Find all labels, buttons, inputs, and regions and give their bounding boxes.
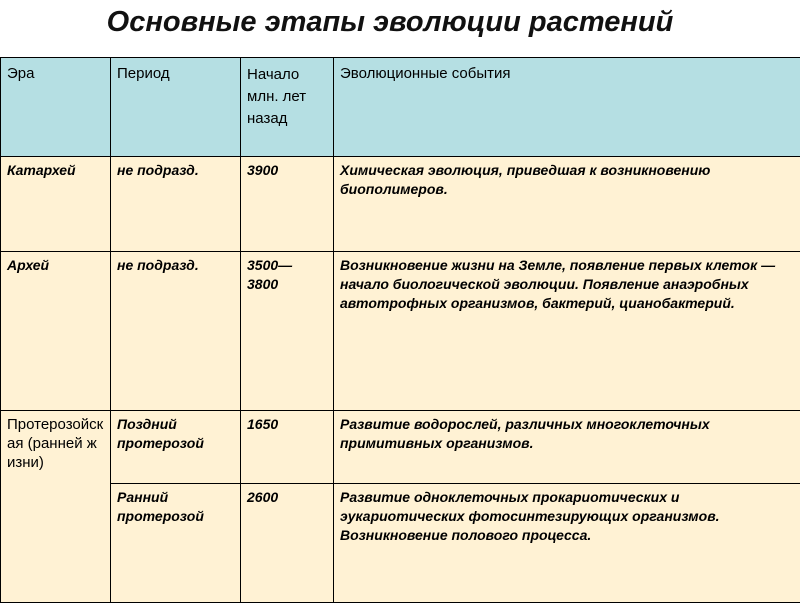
cell-start: 1650: [241, 411, 334, 484]
header-start-line2: млн. лет: [247, 88, 306, 105]
cell-start: 2600: [241, 484, 334, 603]
table-row: [1, 252, 800, 411]
cell-events: Возникновение жизни на Земле, появление первых клеток — начало биологической эволюции. Появление анаэробных автотрофных организмов, бактерий, цианобактерий.: [334, 252, 800, 411]
cell-period: Ранний протерозой: [111, 484, 241, 603]
cell-period: не подразд.: [111, 157, 241, 252]
table-row: [1, 484, 800, 603]
header-start: [241, 58, 334, 157]
table-row: [1, 157, 800, 252]
cell-period: не подразд.: [111, 252, 241, 411]
cell-start: 3500— 3800: [241, 252, 334, 411]
cell-events: Развитие одноклеточных прокариотических и эукариотических фотосинтезирующих организмов. Возникновение полового процесса.: [334, 484, 800, 603]
header-start-line3: назад: [247, 110, 287, 127]
cell-period: Поздний протерозой: [111, 411, 241, 484]
cell-start: 3900: [241, 157, 334, 252]
table-row: [1, 411, 800, 484]
header-period: Период: [111, 58, 241, 157]
cell-events: Развитие водорослей, различных многоклеточных примитивных организмов.: [334, 411, 800, 484]
cell-events: Химическая эволюция, приведшая к возникновению биополимеров.: [334, 157, 800, 252]
evolution-table: [0, 57, 800, 603]
page-title: Основные этапы эволюции растений: [0, 6, 780, 39]
cell-era: Катархей: [1, 157, 111, 252]
header-events: Эволюционные события: [334, 58, 800, 157]
cell-era: [1, 411, 111, 603]
cell-era-text: Протерозойская (ранней жизни): [7, 416, 103, 471]
table-header-row: [1, 58, 800, 157]
header-start-line1: Начало: [247, 66, 299, 83]
cell-era: Архей: [1, 252, 111, 411]
header-era: Эра: [1, 58, 111, 157]
